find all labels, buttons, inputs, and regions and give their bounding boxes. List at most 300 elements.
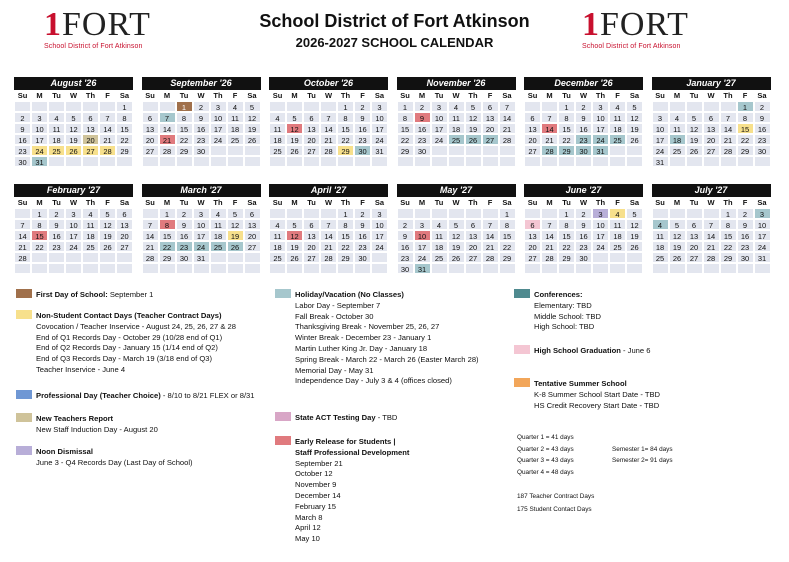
day-cell: 5: [99, 208, 116, 219]
day-cell: 2: [193, 101, 210, 112]
day-cell: 10: [414, 230, 431, 241]
legend-item: Memorial Day - May 31: [295, 365, 374, 375]
day-cell: 23: [193, 134, 210, 145]
empty-day-cell: [482, 263, 499, 274]
day-cell: 25: [609, 241, 626, 252]
empty-day-cell: [499, 145, 516, 156]
weekday-label: Su: [272, 198, 283, 207]
legend-item: K-8 Summer School Start Date - TBD: [534, 389, 661, 399]
day-cell: 16: [176, 230, 193, 241]
month-header: March '27: [142, 184, 261, 197]
day-cell: 15: [31, 230, 48, 241]
day-cell: 26: [669, 252, 686, 263]
empty-day-cell: [159, 156, 176, 167]
day-cell: 17: [371, 230, 388, 241]
weekday-label: Su: [527, 198, 538, 207]
weekday-label: F: [360, 91, 365, 100]
day-cell: 22: [397, 134, 414, 145]
empty-day-cell: [652, 263, 669, 274]
day-cell: 11: [269, 123, 286, 134]
day-cell: 2: [737, 208, 754, 219]
empty-day-cell: [142, 208, 159, 219]
day-cell: 10: [652, 123, 669, 134]
day-cell: 6: [142, 112, 159, 123]
day-cell: 11: [609, 219, 626, 230]
legend-item: Independence Day - July 3 & 4 (offices closed): [295, 376, 452, 386]
weekday-label: M: [291, 91, 298, 100]
day-cell: 8: [499, 219, 516, 230]
empty-day-cell: [414, 208, 431, 219]
month-header: June '27: [524, 184, 643, 197]
day-cell: 29: [558, 145, 575, 156]
day-cell: 24: [431, 134, 448, 145]
day-cell: 12: [669, 230, 686, 241]
weekday-label: Th: [85, 91, 96, 100]
day-cell: 11: [227, 112, 244, 123]
day-cell: 5: [448, 219, 465, 230]
weekday-label: Th: [723, 198, 733, 207]
day-cell: 16: [397, 241, 414, 252]
day-cell: 28: [142, 252, 159, 263]
day-cell: 4: [448, 101, 465, 112]
day-cell: 26: [286, 252, 303, 263]
weekday-label: F: [742, 91, 748, 100]
empty-day-cell: [669, 101, 686, 112]
empty-day-cell: [669, 156, 686, 167]
stat-line: Semester 2= 91 days: [612, 457, 673, 464]
day-cell: 20: [524, 241, 541, 252]
day-cell: 26: [244, 134, 261, 145]
day-cell: 5: [626, 208, 643, 219]
day-cell: 18: [269, 134, 286, 145]
day-cell: 20: [686, 241, 703, 252]
legend-item: March 8: [295, 512, 323, 522]
legend-graduation: High School Graduation - June 6: [514, 345, 774, 357]
day-cell: 10: [31, 123, 48, 134]
day-cell: 11: [609, 112, 626, 123]
weekday-label: Th: [213, 91, 223, 100]
empty-day-cell: [82, 252, 99, 263]
empty-day-cell: [193, 156, 210, 167]
weekday-label: Sa: [374, 198, 385, 207]
stat-line: 175 Student Contact Days: [517, 506, 592, 513]
day-cell: 21: [14, 241, 31, 252]
day-cell: 29: [337, 252, 354, 263]
day-cell: 25: [82, 241, 99, 252]
day-cell: 19: [626, 123, 643, 134]
month-header: August '26: [14, 77, 133, 90]
day-cell: 17: [31, 134, 48, 145]
weekday-label: M: [163, 198, 171, 207]
weekday-label: Sa: [502, 198, 512, 207]
legend-item: HS Credit Recovery Start Date - TBD: [534, 400, 660, 410]
day-cell: 30: [193, 145, 210, 156]
empty-day-cell: [82, 263, 99, 274]
day-cell: 9: [354, 112, 371, 123]
day-cell: 3: [31, 112, 48, 123]
empty-day-cell: [193, 263, 210, 274]
month-grid: [652, 197, 771, 274]
empty-day-cell: [354, 156, 371, 167]
empty-day-cell: [244, 145, 261, 156]
day-cell: 2: [397, 219, 414, 230]
day-cell: 13: [524, 230, 541, 241]
empty-day-cell: [754, 263, 771, 274]
day-cell: 28: [499, 134, 516, 145]
month-grid: [14, 90, 133, 167]
month-header: May '27: [397, 184, 516, 197]
empty-day-cell: [227, 145, 244, 156]
empty-day-cell: [303, 263, 320, 274]
legend-item: May 10: [295, 534, 320, 544]
empty-day-cell: [609, 145, 626, 156]
weekday-label: Su: [17, 91, 28, 100]
total-stats: [517, 490, 667, 516]
weekday-label: Tu: [434, 91, 444, 100]
empty-day-cell: [720, 101, 737, 112]
empty-day-cell: [448, 156, 465, 167]
empty-day-cell: [286, 208, 303, 219]
empty-day-cell: [397, 156, 414, 167]
empty-day-cell: [269, 101, 286, 112]
day-cell: 7: [499, 101, 516, 112]
day-cell: 28: [159, 145, 176, 156]
day-cell: 8: [159, 219, 176, 230]
day-cell: 15: [337, 123, 354, 134]
day-cell: 6: [524, 112, 541, 123]
day-cell: 23: [397, 252, 414, 263]
weekday-label: Sa: [629, 91, 640, 100]
day-cell: 25: [448, 134, 465, 145]
day-cell: 5: [65, 112, 82, 123]
day-cell: 27: [465, 252, 482, 263]
day-cell: 21: [499, 123, 516, 134]
day-cell: 15: [159, 230, 176, 241]
day-cell: 2: [354, 208, 371, 219]
weekday-label: F: [105, 91, 110, 100]
day-cell: 2: [354, 101, 371, 112]
month-header: December '26: [524, 77, 643, 90]
day-cell: 22: [499, 241, 516, 252]
day-cell: 25: [652, 252, 669, 263]
day-cell: 6: [686, 219, 703, 230]
empty-day-cell: [541, 263, 558, 274]
day-cell: 5: [227, 208, 244, 219]
day-cell: 20: [465, 241, 482, 252]
day-cell: 12: [99, 219, 116, 230]
month-grid: [397, 197, 516, 274]
weekday-label: Th: [595, 198, 606, 207]
legend-item: December 14: [295, 490, 341, 500]
month-4: [397, 77, 516, 167]
day-cell: 22: [558, 134, 575, 145]
weekday-label: Tu: [52, 91, 61, 100]
day-cell: 1: [499, 208, 516, 219]
stat-line: 187 Teacher Contract Days: [517, 493, 595, 500]
day-cell: 9: [575, 112, 592, 123]
weekday-label: Sa: [502, 91, 512, 100]
day-cell: 16: [354, 230, 371, 241]
day-cell: 16: [414, 123, 431, 134]
day-cell: 28: [720, 145, 737, 156]
day-cell: 2: [575, 208, 592, 219]
legend-new-teachers: New Teachers Report New Staff Induction Day - August 20: [16, 413, 266, 436]
day-cell: 7: [99, 112, 116, 123]
day-cell: 9: [176, 219, 193, 230]
empty-day-cell: [210, 156, 227, 167]
day-cell: 4: [82, 208, 99, 219]
day-cell: 17: [431, 123, 448, 134]
day-cell: 24: [65, 241, 82, 252]
swatch-dark-teal-icon: [514, 289, 530, 298]
day-cell: 23: [737, 241, 754, 252]
day-cell: 15: [499, 230, 516, 241]
legend-item: High School: TBD: [534, 322, 595, 332]
day-cell: 23: [176, 241, 193, 252]
day-cell: 19: [669, 241, 686, 252]
semester-stats: [612, 444, 722, 467]
weekday-label: Tu: [562, 198, 571, 207]
day-cell: 27: [703, 145, 720, 156]
swatch-orange-icon: [514, 378, 530, 387]
day-cell: 12: [244, 112, 261, 123]
empty-day-cell: [414, 156, 431, 167]
day-cell: 7: [720, 112, 737, 123]
empty-day-cell: [592, 263, 609, 274]
day-cell: 31: [592, 145, 609, 156]
day-cell: 6: [465, 219, 482, 230]
day-cell: 1: [720, 208, 737, 219]
day-cell: 24: [371, 241, 388, 252]
day-cell: 14: [541, 230, 558, 241]
day-cell: 18: [269, 241, 286, 252]
empty-day-cell: [626, 263, 643, 274]
weekday-label: Su: [17, 198, 28, 207]
day-cell: 30: [354, 145, 371, 156]
day-cell: 14: [142, 230, 159, 241]
day-cell: 17: [65, 230, 82, 241]
empty-day-cell: [65, 252, 82, 263]
empty-day-cell: [609, 252, 626, 263]
weekday-label: Tu: [307, 91, 316, 100]
empty-day-cell: [142, 101, 159, 112]
empty-day-cell: [397, 208, 414, 219]
empty-day-cell: [465, 208, 482, 219]
day-cell: 14: [14, 230, 31, 241]
empty-day-cell: [686, 156, 703, 167]
empty-day-cell: [99, 263, 116, 274]
day-cell: 27: [303, 252, 320, 263]
empty-day-cell: [354, 263, 371, 274]
empty-day-cell: [703, 208, 720, 219]
weekday-label: F: [232, 91, 238, 100]
day-cell: 8: [558, 219, 575, 230]
legend-first-day: First Day of School: September 1: [16, 289, 266, 301]
day-cell: 19: [686, 134, 703, 145]
empty-day-cell: [592, 156, 609, 167]
title-block: [200, 10, 589, 52]
weekday-label: M: [673, 91, 681, 100]
weekday-label: W: [707, 198, 715, 207]
empty-day-cell: [320, 156, 337, 167]
day-cell: 28: [482, 252, 499, 263]
legend-item: End of Q2 Records Day - January 15 (1/14 end of Q2): [36, 343, 218, 353]
day-cell: 7: [703, 219, 720, 230]
day-cell: 27: [686, 252, 703, 263]
day-cell: 27: [303, 145, 320, 156]
day-cell: 24: [754, 241, 771, 252]
weekday-label: Su: [655, 198, 665, 207]
month-header: January '27: [652, 77, 771, 90]
month-header: April '27: [269, 184, 388, 197]
legend-item: October 12: [295, 469, 333, 479]
empty-day-cell: [142, 156, 159, 167]
weekday-label: Sa: [119, 198, 130, 207]
empty-day-cell: [575, 156, 592, 167]
month-grid: [524, 197, 643, 274]
day-cell: 6: [524, 219, 541, 230]
day-cell: 26: [227, 241, 244, 252]
day-cell: 15: [337, 230, 354, 241]
empty-day-cell: [626, 145, 643, 156]
day-cell: 4: [227, 101, 244, 112]
month-8: [142, 184, 261, 274]
day-cell: 5: [686, 112, 703, 123]
day-cell: 22: [116, 134, 133, 145]
day-cell: 11: [669, 123, 686, 134]
day-cell: 17: [754, 230, 771, 241]
month-grid: [269, 90, 388, 167]
day-cell: 25: [431, 252, 448, 263]
empty-day-cell: [609, 263, 626, 274]
day-cell: 26: [626, 241, 643, 252]
empty-day-cell: [31, 101, 48, 112]
weekday-label: Th: [213, 198, 223, 207]
weekday-label: Th: [85, 198, 96, 207]
day-cell: 5: [626, 101, 643, 112]
stat-line: Quarter 3 = 43 days: [517, 457, 574, 464]
day-cell: 3: [592, 208, 609, 219]
empty-day-cell: [320, 263, 337, 274]
day-cell: 23: [354, 241, 371, 252]
day-cell: 16: [754, 123, 771, 134]
day-cell: 7: [320, 112, 337, 123]
empty-day-cell: [303, 101, 320, 112]
day-cell: 30: [737, 252, 754, 263]
day-cell: 20: [524, 134, 541, 145]
day-cell: 10: [754, 219, 771, 230]
empty-day-cell: [227, 263, 244, 274]
day-cell: 9: [354, 219, 371, 230]
empty-day-cell: [558, 263, 575, 274]
legend-item: Winter Break - December 23 - January 1: [295, 333, 432, 343]
empty-day-cell: [720, 156, 737, 167]
district-logo-left: [44, 8, 194, 50]
weekday-label: Tu: [434, 198, 444, 207]
day-cell: 12: [626, 219, 643, 230]
day-cell: 2: [754, 101, 771, 112]
empty-day-cell: [524, 263, 541, 274]
empty-day-cell: [482, 208, 499, 219]
day-cell: 3: [193, 208, 210, 219]
legend-item: Covocation / Teacher Inservice - August 24, 25, 26, 27 & 28: [36, 321, 236, 331]
empty-day-cell: [371, 252, 388, 263]
day-cell: 21: [320, 134, 337, 145]
day-cell: 30: [14, 156, 31, 167]
weekday-label: Th: [595, 91, 606, 100]
weekday-label: Tu: [179, 198, 189, 207]
weekday-label: Sa: [119, 91, 130, 100]
weekday-label: W: [324, 91, 333, 100]
day-cell: 13: [524, 123, 541, 134]
day-cell: 3: [652, 112, 669, 123]
day-cell: 6: [303, 112, 320, 123]
day-cell: 21: [541, 241, 558, 252]
day-cell: 19: [286, 241, 303, 252]
empty-day-cell: [686, 263, 703, 274]
weekday-label: Th: [468, 198, 478, 207]
empty-day-cell: [65, 263, 82, 274]
empty-day-cell: [371, 156, 388, 167]
empty-day-cell: [14, 101, 31, 112]
weekday-label: Sa: [629, 198, 640, 207]
day-cell: 21: [482, 241, 499, 252]
empty-day-cell: [371, 263, 388, 274]
legend-item: End of Q3 Records Day - March 19 (3/18 end of Q3): [36, 354, 213, 364]
day-cell: 18: [609, 123, 626, 134]
weekday-label: F: [360, 198, 365, 207]
swatch-blue-icon: [16, 390, 32, 399]
day-cell: 28: [541, 252, 558, 263]
weekday-label: F: [487, 198, 493, 207]
weekday-label: F: [105, 198, 110, 207]
empty-day-cell: [320, 101, 337, 112]
day-cell: 24: [371, 134, 388, 145]
legend-item: November 9: [295, 480, 337, 490]
day-cell: 7: [482, 219, 499, 230]
day-cell: 30: [414, 145, 431, 156]
empty-day-cell: [116, 263, 133, 274]
day-cell: 22: [720, 241, 737, 252]
day-cell: 15: [737, 123, 754, 134]
day-cell: 13: [303, 123, 320, 134]
day-cell: 31: [31, 156, 48, 167]
day-cell: 4: [652, 219, 669, 230]
legend-item: Thanksgiving Break - November 25, 26, 27: [295, 322, 440, 332]
month-grid: [652, 90, 771, 167]
day-cell: 16: [575, 230, 592, 241]
empty-day-cell: [431, 145, 448, 156]
day-cell: 6: [703, 112, 720, 123]
empty-day-cell: [210, 263, 227, 274]
weekday-label: F: [487, 91, 493, 100]
swatch-teal-icon: [275, 289, 291, 298]
day-cell: 15: [720, 230, 737, 241]
empty-day-cell: [48, 252, 65, 263]
empty-day-cell: [269, 263, 286, 274]
day-cell: 17: [371, 123, 388, 134]
weekday-label: Sa: [247, 198, 257, 207]
day-cell: 20: [303, 134, 320, 145]
day-cell: 15: [558, 230, 575, 241]
day-cell: 16: [14, 134, 31, 145]
day-cell: 31: [193, 252, 210, 263]
district-logo-right: [582, 8, 732, 50]
day-cell: 27: [524, 252, 541, 263]
day-cell: 9: [737, 219, 754, 230]
legend-summer-school: Tentative Summer School K-8 Summer School Start Date - TBD HS Credit Recovery Start Date - TBD: [514, 378, 774, 411]
day-cell: 2: [176, 208, 193, 219]
